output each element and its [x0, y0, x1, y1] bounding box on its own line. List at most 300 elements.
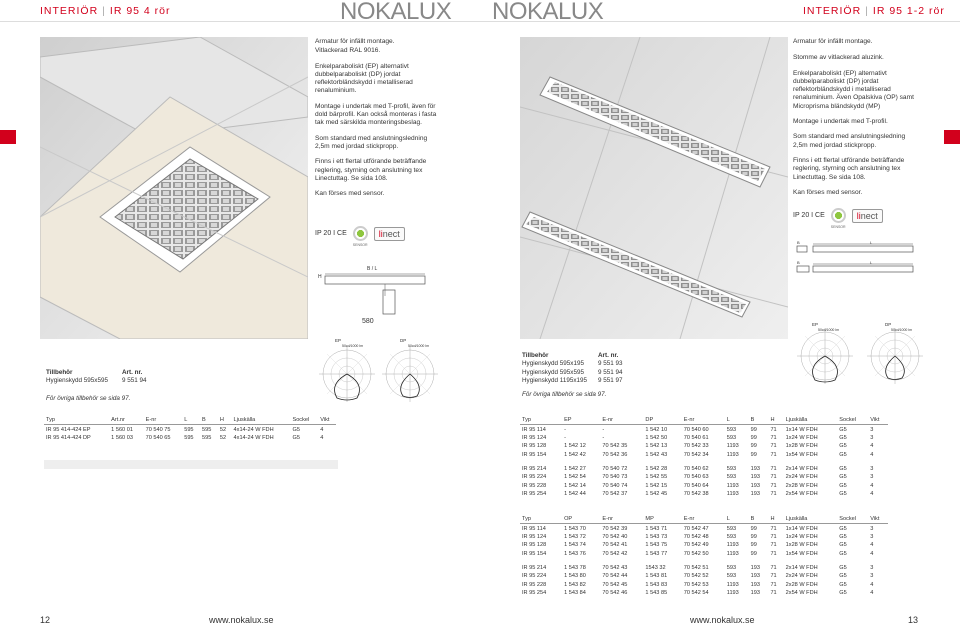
ceiling-photo-left	[40, 37, 308, 339]
table-cell: 593	[726, 573, 737, 580]
table-cell: IR 95 114	[522, 525, 546, 532]
dim-b-1: B	[797, 240, 800, 245]
polar-scale-left-2: 50cd/1000 lm	[408, 344, 430, 348]
table-cell: 193	[750, 573, 760, 580]
col-header: Typ	[520, 416, 562, 425]
product-photo-right	[520, 37, 788, 339]
table-cell: 3	[870, 434, 874, 441]
polar-scale-right-2: 50cd/1000 lm	[891, 328, 913, 332]
cutout-value: 580	[362, 318, 374, 325]
table-cell: G5	[292, 434, 300, 441]
table-cell: 52	[219, 434, 227, 441]
table-cell: -	[602, 434, 605, 441]
table-cell: IR 95 414-424 DP	[46, 434, 91, 441]
table-cell: 70 542 54	[683, 590, 709, 597]
table-cell: 1 543 83	[645, 581, 668, 588]
table-header-row	[520, 515, 888, 524]
table-cell: 1 542 13	[645, 443, 668, 450]
left-badges	[315, 226, 405, 247]
left-accessories	[46, 369, 147, 386]
table-header-row	[44, 416, 336, 425]
table-cell: G5	[839, 482, 847, 489]
table-cell: 595	[184, 434, 194, 441]
table-row	[520, 524, 888, 533]
table-cell: 4	[870, 542, 874, 549]
table-cell: 71	[770, 581, 777, 588]
table-cell: 71	[770, 565, 777, 572]
table-cell: 595	[184, 426, 194, 433]
col-header: Art.nr	[109, 416, 143, 425]
table-row	[520, 564, 888, 572]
left-acc-note: För övriga tillbehör se sida 97.	[46, 395, 131, 402]
table-cell: -	[564, 434, 566, 441]
table-cell: 1x54 W FDH	[785, 550, 818, 557]
table-cell: 71	[770, 550, 777, 557]
dim-b-2: B	[797, 260, 800, 265]
table-cell: 70 542 42	[602, 550, 628, 557]
table-cell: 71	[770, 474, 777, 481]
table-row	[520, 589, 888, 597]
table-cell: 1x24 W FDH	[785, 533, 818, 540]
table-cell: 1 543 70	[564, 525, 586, 532]
table-cell: 99	[750, 443, 757, 450]
table-cell: 70 540 74	[602, 482, 628, 489]
table-cell: 1 542 15	[645, 482, 668, 489]
table-cell: 595	[202, 426, 212, 433]
table-cell: 70 542 35	[602, 443, 628, 450]
col-header: L	[725, 515, 749, 524]
col-header: Ljuskälla	[784, 416, 838, 425]
table-cell: G5	[839, 434, 847, 441]
table-cell: 71	[770, 451, 777, 458]
col-header: Vikt	[868, 416, 888, 425]
col-header: H	[768, 416, 783, 425]
right-series-label: IR 95 1-2 rör	[872, 5, 945, 17]
table-cell: 70 542 49	[683, 542, 709, 549]
table-cell: 71	[770, 434, 777, 441]
table-cell: 1 542 45	[645, 491, 668, 498]
col-header: MP	[643, 515, 681, 524]
right-description	[793, 38, 918, 204]
acc-title: Tillbehör	[522, 352, 549, 359]
table-cell: 2x28 W FDH	[785, 581, 818, 588]
table-row	[520, 581, 888, 589]
table-cell: 1 543 76	[564, 550, 586, 557]
table-cell: 1193	[726, 491, 739, 498]
table-cell: 593	[726, 426, 737, 433]
table-cell: IR 95 254	[522, 590, 547, 597]
table-cell: 1 543 78	[564, 565, 586, 572]
table-cell: 1 543 80	[564, 573, 586, 580]
table-cell: 70 542 44	[602, 573, 628, 580]
right-red-tab	[944, 130, 960, 144]
dim-l-1: L	[870, 240, 873, 245]
col-header: Sockel	[837, 515, 868, 524]
table-cell: 71	[770, 533, 777, 540]
left-desc-line: Som standard med anslutningsledning 2,5m med jordad stickpropp.	[315, 134, 428, 150]
table-cell: 52	[219, 426, 227, 433]
table-cell: IR 95 228	[522, 482, 547, 489]
acc-item-artnr: 9 551 94	[598, 368, 623, 376]
table-cell: 4	[320, 434, 324, 441]
table-cell: 1x28 W FDH	[785, 443, 818, 450]
table-cell: 2x24 W FDH	[785, 573, 818, 580]
table-cell: 1543 32	[645, 565, 666, 572]
acc-artnr-label: Art. nr.	[122, 369, 143, 376]
table-row	[520, 533, 888, 541]
table-cell: 1 543 72	[564, 533, 586, 540]
table-cell: G5	[839, 525, 847, 532]
table-cell: 71	[770, 525, 777, 532]
table-cell: 1x28 W FDH	[785, 542, 818, 549]
table-row	[44, 434, 336, 442]
table-cell: 99	[750, 451, 757, 458]
table-cell: 193	[750, 565, 760, 572]
table-cell: 99	[750, 426, 757, 433]
linect-suffix: nect	[382, 228, 400, 239]
table-cell: G5	[292, 426, 300, 433]
right-desc-line: Finns i ett flertal utförande beträffande reglering, styrning och anslutning tex Linectuttag. Se sida 108.	[793, 156, 905, 181]
table-row	[520, 451, 888, 459]
table-cell: IR 95 124	[522, 533, 547, 540]
right-desc-line: Enkelparaboliskt (EP) alternativt dubbelparaboliskt (DP) jordat reflektorbländskydd i metalliserad renaluminium. Även Opalskiva (OP) samt Microprisma bländskydd (MP)	[793, 69, 914, 110]
table-cell: 1 543 77	[645, 550, 668, 557]
table-cell: 3	[870, 466, 874, 473]
table-cell: 4	[870, 482, 874, 489]
table-cell: -	[564, 426, 566, 433]
left-description	[315, 38, 440, 205]
table-cell: G5	[839, 491, 847, 498]
table-cell: 1193	[726, 443, 739, 450]
page-number-left: 12	[40, 615, 51, 624]
table-cell: 70 540 65	[145, 434, 171, 441]
table-row	[520, 482, 888, 490]
table-cell: 71	[770, 466, 777, 473]
table-cell: 1193	[726, 590, 739, 597]
table-cell: 70 542 52	[683, 573, 709, 580]
table-cell: IR 95 114	[522, 426, 546, 433]
table-cell: 70 542 47	[683, 525, 709, 532]
table-cell: 99	[750, 434, 757, 441]
right-section-label: INTERIÖR	[803, 5, 862, 17]
table-cell: 193	[750, 581, 760, 588]
table-cell: G5	[839, 550, 847, 557]
table-cell: 1 543 84	[564, 590, 586, 597]
col-header: E-nr	[600, 416, 643, 425]
table-cell: 70 542 38	[683, 491, 709, 498]
table-cell: 70 540 62	[683, 466, 709, 473]
table-cell: G5	[839, 581, 847, 588]
col-header: Ljuskälla	[784, 515, 838, 524]
right-badges	[793, 208, 883, 229]
table-cell: G5	[839, 443, 847, 450]
table-cell: 70 540 75	[145, 426, 171, 433]
linect-prefix: li	[856, 210, 861, 221]
table-cell: IR 95 214	[522, 565, 547, 572]
table-cell: 70 542 46	[602, 590, 628, 597]
table-cell: 70 540 64	[683, 482, 709, 489]
table-cell: IR 95 154	[522, 451, 547, 458]
acc-artnr-label: Art. nr.	[598, 352, 619, 359]
table-row	[520, 465, 888, 473]
left-desc-line: Armatur för infällt montage.	[315, 38, 395, 45]
table-cell: 2x14 W FDH	[785, 565, 818, 572]
sensor-label: SENSOR	[830, 225, 846, 229]
table-cell: IR 95 228	[522, 581, 547, 588]
table-cell: 4	[870, 590, 874, 597]
col-header: B	[200, 416, 218, 425]
dim-l-2: L	[870, 260, 873, 265]
table-cell: 593	[726, 525, 737, 532]
table-cell: 4	[870, 581, 874, 588]
table-cell: 1 543 73	[645, 533, 668, 540]
linect-suffix: nect	[860, 210, 878, 221]
table-cell: 99	[750, 525, 757, 532]
table-cell: 2x54 W FDH	[785, 491, 818, 498]
sensor-label: SENSOR	[352, 243, 368, 247]
col-header: E-nr	[682, 416, 725, 425]
col-header: B	[749, 416, 769, 425]
left-desc-line: Finns i ett flertal utförande beträffande reglering, styrning och anslutning tex Linectuttag. Se sida 108.	[315, 158, 427, 182]
table-cell: 2x28 W FDH	[785, 482, 818, 489]
table-cell: G5	[839, 466, 847, 473]
sensor-icon	[830, 208, 846, 229]
table-cell: IR 95 154	[522, 550, 547, 557]
col-header: Typ	[44, 416, 109, 425]
table-row	[520, 541, 888, 549]
table-cell: 3	[870, 525, 874, 532]
table-cell: IR 95 128	[522, 443, 547, 450]
right-desc-line: Montage i undertak med T-profil.	[793, 118, 888, 126]
table-cell: IR 95 254	[522, 491, 547, 498]
table-cell: 70 540 73	[602, 474, 628, 481]
acc-item-name: Hygienskydd 1195x195	[522, 376, 587, 384]
table-cell: 593	[726, 533, 737, 540]
polar-scale-left-1: 50cd/1000 lm	[342, 344, 364, 348]
dim-b-over-l: B / L	[367, 266, 378, 272]
table-cell: G5	[839, 533, 847, 540]
right-desc-line: Kan förses med sensor.	[793, 188, 863, 196]
table-header-row	[520, 416, 888, 425]
table-cell: 70 542 48	[683, 533, 709, 540]
table-cell: 1193	[726, 451, 739, 458]
table-cell: 71	[770, 443, 777, 450]
ceiling-photo-right	[520, 37, 788, 339]
col-header: Sockel	[837, 416, 868, 425]
table-cell: 595	[202, 434, 212, 441]
ip-rating-right: IP 20 I CE	[793, 212, 825, 219]
linect-prefix: li	[378, 228, 383, 239]
right-spec-table-1	[520, 416, 888, 498]
table-row	[520, 442, 888, 450]
table-cell: 70 542 34	[683, 451, 709, 458]
left-desc-line: Vitlackerad RAL 9016.	[315, 47, 381, 55]
col-header: E-nr	[682, 515, 725, 524]
table-cell: 71	[770, 542, 777, 549]
left-red-tab	[0, 130, 16, 144]
col-header: E-nr	[600, 515, 643, 524]
table-cell: 70 540 60	[683, 426, 709, 433]
right-acc-note: För övriga tillbehör se sida 97.	[522, 391, 607, 398]
table-cell: 70 542 33	[683, 443, 709, 450]
table-cell: 193	[750, 482, 760, 489]
table-cell: 3	[870, 474, 874, 481]
table-cell: 99	[750, 550, 757, 557]
polar-dp-label-right: DP	[885, 322, 892, 327]
table-cell: 1 560 03	[111, 434, 133, 441]
table-cell: 70 540 72	[602, 466, 628, 473]
table-cell: 71	[770, 426, 777, 433]
left-spec-table	[44, 416, 336, 442]
table-cell: -	[602, 426, 605, 433]
table-row	[520, 572, 888, 580]
table-cell: 1 542 44	[564, 491, 586, 498]
table-cell: 593	[726, 474, 737, 481]
left-polar-diagrams	[312, 338, 442, 408]
cutout-dim	[362, 318, 374, 325]
table-cell: 1x24 W FDH	[785, 434, 818, 441]
table-cell: G5	[839, 573, 847, 580]
col-header: L	[725, 416, 749, 425]
acc-item-artnr: 9 551 93	[598, 360, 623, 368]
linect-logo	[852, 209, 883, 223]
table-cell: 1x54 W FDH	[785, 451, 818, 458]
table-cell: 70 542 37	[602, 491, 628, 498]
table-cell: 4	[870, 491, 874, 498]
table-cell: 70 542 40	[602, 533, 628, 540]
table-cell: 1 542 54	[564, 474, 586, 481]
right-desc-line: Som standard med anslutningsledning 2,5m med jordad stickpropp.	[793, 133, 906, 149]
polar-scale-right-1: 50cd/1000 lm	[818, 328, 840, 332]
left-section-label: INTERIÖR	[40, 5, 99, 17]
right-desc-line: Stomme av vitlackerad aluzink.	[793, 54, 884, 62]
table-cell: 99	[750, 533, 757, 540]
table-cell: 193	[750, 466, 760, 473]
table-cell: IR 95 224	[522, 573, 547, 580]
table-row	[520, 473, 888, 481]
col-header: Vikt	[318, 416, 336, 425]
left-section-title: INTERIÖR | IR 95 4 rör	[40, 5, 171, 17]
table-cell: 1 542 27	[564, 466, 586, 473]
table-cell: 1 560 01	[111, 426, 133, 433]
table-cell: 70 540 63	[683, 474, 709, 481]
table-cell: 1 542 14	[564, 482, 586, 489]
table-cell: 70 542 45	[602, 581, 628, 588]
acc-item-name: Hygienskydd 595x595	[46, 377, 108, 385]
table-cell: 1 542 12	[564, 443, 586, 450]
left-series-label: IR 95 4 rör	[109, 5, 171, 17]
table-cell: 1193	[726, 542, 739, 549]
polar-dp-label-left: DP	[400, 338, 407, 343]
table-cell: 71	[770, 491, 777, 498]
page-number-right: 13	[908, 615, 919, 624]
col-header: H	[218, 416, 232, 425]
right-dimension-diagram	[793, 238, 923, 280]
right-spec-table-2	[520, 515, 888, 597]
table-cell: 193	[750, 590, 760, 597]
brand-right: NOKALUX	[492, 0, 604, 25]
table-cell: 1 542 10	[645, 426, 668, 433]
table-row	[520, 490, 888, 498]
col-header: E-nr	[144, 416, 183, 425]
table-cell: 2x14 W FDH	[785, 466, 818, 473]
table-cell: 1 543 81	[645, 573, 668, 580]
table-cell: 193	[750, 491, 760, 498]
table-cell: 2x24 W FDH	[785, 474, 818, 481]
brand-left: NOKALUX	[340, 0, 452, 25]
url-right[interactable]: www.nokalux.se	[690, 615, 755, 624]
table-cell: G5	[839, 426, 847, 433]
acc-title: Tillbehör	[46, 369, 73, 376]
table-cell: 1 543 85	[645, 590, 668, 597]
table-cell: 1193	[726, 482, 739, 489]
left-desc-line: Kan förses med sensor.	[315, 190, 385, 198]
table-cell: 4	[870, 443, 874, 450]
table-cell: 1 542 50	[645, 434, 668, 441]
col-header: Vikt	[868, 515, 888, 524]
table-cell: IR 95 124	[522, 434, 547, 441]
table-cell: 1 543 71	[645, 525, 668, 532]
table-cell: 70 540 61	[683, 434, 709, 441]
left-desc-line: Enkelparaboliskt (EP) alternativt dubbelparaboliskt (DP) jordat reflektorbländskydd i metalliserad renaluminium.	[315, 62, 413, 95]
table-cell: 1 543 74	[564, 542, 586, 549]
table-cell: 70 542 51	[683, 565, 709, 572]
col-header: EP	[562, 416, 600, 425]
table-cell: 3	[870, 565, 874, 572]
url-left[interactable]: www.nokalux.se	[209, 615, 274, 624]
table-cell: IR 95 414-424 EP	[46, 426, 91, 433]
col-header: Typ	[520, 515, 562, 524]
table-cell: 1193	[726, 581, 739, 588]
right-accessories	[522, 352, 623, 385]
table-cell: G5	[839, 474, 847, 481]
table-cell: 1 543 75	[645, 542, 668, 549]
table-cell: 593	[726, 565, 737, 572]
table-cell: 4	[320, 426, 324, 433]
product-photo-left	[40, 37, 308, 339]
polar-ep-label-right: EP	[812, 322, 819, 327]
left-table-shaded-row	[44, 460, 338, 469]
table-cell: 2x54 W FDH	[785, 590, 818, 597]
table-cell: 71	[770, 573, 777, 580]
right-section-title: INTERIÖR | IR 95 1-2 rör	[803, 5, 945, 17]
table-cell: 3	[870, 426, 874, 433]
table-cell: 71	[770, 590, 777, 597]
col-header: DP	[643, 416, 681, 425]
table-row	[520, 550, 888, 558]
table-cell: 4x14-24 W FDH	[233, 434, 274, 441]
table-cell: 4	[870, 550, 874, 557]
acc-item-name: Hygienskydd 595x195	[522, 360, 584, 368]
col-header: Ljuskälla	[232, 416, 291, 425]
table-cell: 70 542 43	[602, 565, 628, 572]
table-cell: 70 542 53	[683, 581, 709, 588]
table-cell: 1x14 W FDH	[785, 525, 818, 532]
table-cell: G5	[839, 451, 847, 458]
table-cell: IR 95 214	[522, 466, 547, 473]
table-cell: G5	[839, 590, 847, 597]
table-cell: 71	[770, 482, 777, 489]
acc-item-artnr: 9 551 97	[598, 376, 623, 384]
table-cell: 1 542 28	[645, 466, 668, 473]
table-cell: 1 543 82	[564, 581, 586, 588]
acc-item-name: Hygienskydd 595x595	[522, 368, 584, 376]
polar-ep-label-left: EP	[335, 338, 342, 343]
sensor-icon	[352, 226, 368, 247]
table-cell: 193	[750, 474, 760, 481]
table-cell: 70 542 41	[602, 542, 628, 549]
table-cell: 70 542 39	[602, 525, 628, 532]
